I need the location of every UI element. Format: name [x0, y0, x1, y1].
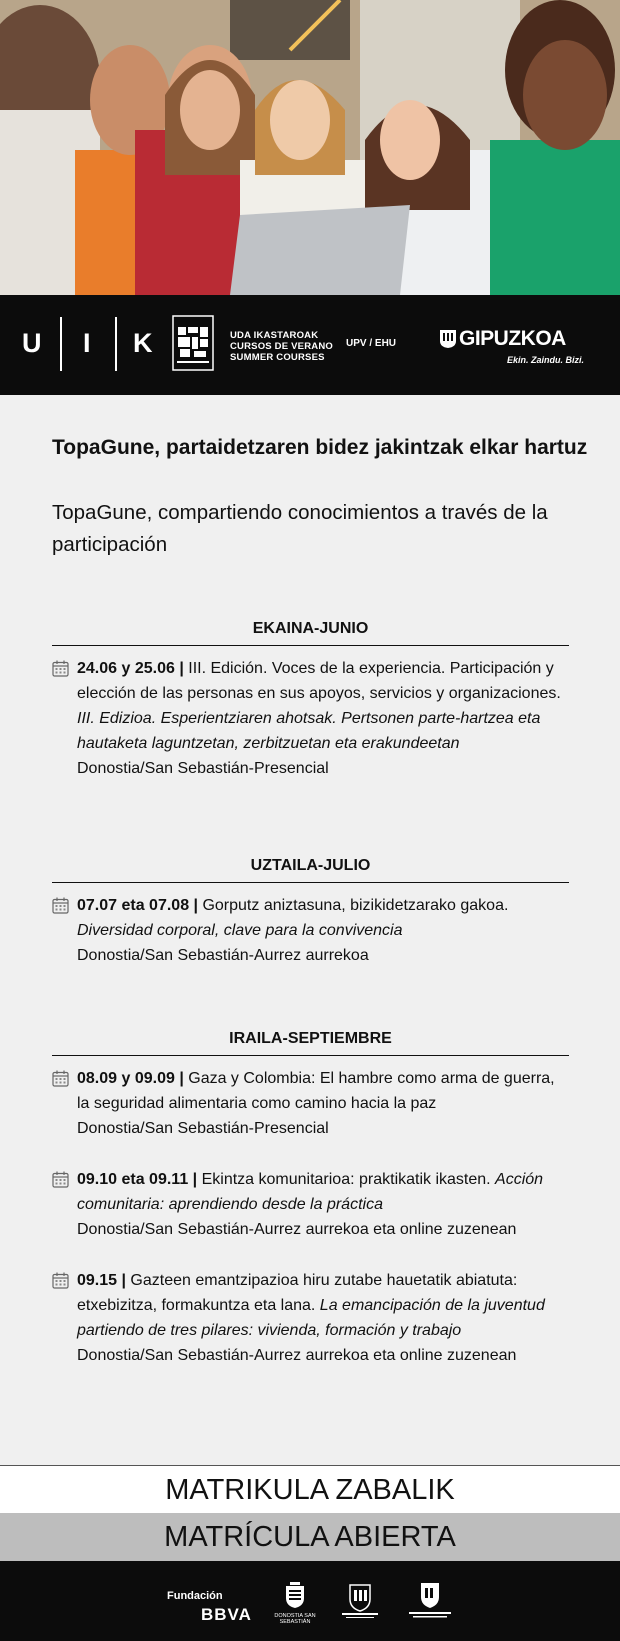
- event-location: Donostia/San Sebastián-Presencial: [77, 1120, 329, 1137]
- event-text-italic: La emancipación de la juventud partiendo de tres pilares: vivienda, formación y trabajo: [77, 1297, 545, 1339]
- calendar-icon: [52, 897, 69, 914]
- gipuzkoa-name: GIPUZKOA: [459, 327, 566, 350]
- gipuzkoa-tagline: Ekin. Zaindu. Bizi.: [506, 355, 584, 365]
- page-title: TopaGune, partaidetzaren bidez jakintzak elkar hartuz: [52, 436, 588, 459]
- sponsors-footer: [0, 1561, 620, 1641]
- calendar-icon: [52, 1171, 69, 1188]
- upv-ehu-crest-icon: [172, 315, 214, 371]
- page-subtitle: TopaGune, compartiendo conocimientos a través de la participación: [52, 501, 548, 556]
- gipuzkoa-shield-icon: [439, 329, 457, 349]
- event-date: 07.07 eta 07.08 |: [77, 897, 199, 914]
- section-heading: EKAINA-JUNIO: [52, 619, 569, 646]
- calendar-icon: [52, 660, 69, 677]
- event-text: Ekintza komunitarioa: praktikatik ikasten.: [197, 1171, 496, 1188]
- event-item: [52, 1268, 569, 1368]
- uik-separator: [115, 317, 117, 371]
- enrollment-open-es[interactable]: MATRÍCULA ABIERTA: [0, 1513, 620, 1561]
- section-june: [52, 619, 569, 781]
- uda-line-es: CURSOS DE VERANO: [230, 341, 333, 352]
- gipuzkoa-council-crest-icon: [340, 1581, 380, 1621]
- fundacion-label: Fundación: [167, 1590, 223, 1602]
- event-date: 09.15 |: [77, 1272, 126, 1289]
- enrollment-open-eu[interactable]: MATRIKULA ZABALIK: [0, 1465, 620, 1513]
- event-text-italic: Acción comunitaria: aprendiendo desde la práctica: [77, 1171, 544, 1213]
- section-july: [52, 856, 569, 968]
- event-text-italic: Diversidad corporal, clave para la convivencia: [77, 922, 403, 939]
- photo-students-laptop-icon: [0, 0, 620, 295]
- event-item: [52, 656, 569, 781]
- section-heading: IRAILA-SEPTIEMBRE: [52, 1029, 569, 1056]
- event-location: Donostia/San Sebastián-Presencial: [77, 760, 329, 777]
- event-location: Donostia/San Sebastián-Aurrez aurrekoa eta online zuzenean: [77, 1347, 517, 1364]
- summer-courses-label: [230, 330, 333, 363]
- uik-separator: [60, 317, 62, 371]
- donostia-crest-icon: [283, 1581, 307, 1609]
- event-date: 24.06 y 25.06 |: [77, 660, 184, 677]
- event-text-italic: III. Edizioa. Esperientziaren ahotsak. Pertsonen parte-hartzea eta hautaketa laguntzetan, zerbitzuetan eta erakundeetan: [77, 710, 541, 752]
- calendar-icon: [52, 1070, 69, 1087]
- event-date: 08.09 y 09.09 |: [77, 1070, 184, 1087]
- event-item: [52, 1066, 569, 1141]
- university-label: UPV / EHU: [346, 338, 397, 349]
- event-location: Donostia/San Sebastián-Aurrez aurrekoa: [77, 947, 369, 964]
- diputacion-foral-crest-icon: [405, 1581, 455, 1621]
- event-location: Donostia/San Sebastián-Aurrez aurrekoa eta online zuzenean: [77, 1221, 517, 1238]
- hero-photo: [0, 0, 620, 295]
- section-heading: UZTAILA-JULIO: [52, 856, 569, 883]
- bbva-logo: BBVA: [201, 1605, 252, 1624]
- uda-line-eu: UDA IKASTAROAK: [230, 330, 319, 341]
- uik-letter-i: I: [83, 328, 91, 358]
- event-date: 09.10 eta 09.11 |: [77, 1171, 198, 1188]
- donostia-label: DONOSTIA SAN SEBASTIÁN: [274, 1613, 316, 1625]
- section-september: [52, 1029, 569, 1368]
- event-text: Gaza y Colombia: El hambre como arma de guerra, la seguridad alimentaria como camino hacia la paz: [77, 1070, 555, 1112]
- uik-letter-k: K: [133, 328, 153, 358]
- event-text: Gazteen emantzipazioa hiru zutabe hauetatik abiatuta: etxebizitza, formakuntza eta lana.: [77, 1272, 518, 1314]
- logo-bar: [0, 295, 620, 395]
- event-text: Gorputz aniztasuna, bizikidetzarako gakoa.: [198, 897, 509, 914]
- event-item: [52, 893, 569, 968]
- uik-letter-u: U: [22, 328, 42, 358]
- event-text: III. Edición. Voces de la experiencia. Participación y elección de las personas en sus apoyos, servicios y organizaciones.: [77, 660, 561, 702]
- event-item: [52, 1167, 569, 1242]
- uda-line-en: SUMMER COURSES: [230, 352, 325, 363]
- calendar-icon: [52, 1272, 69, 1289]
